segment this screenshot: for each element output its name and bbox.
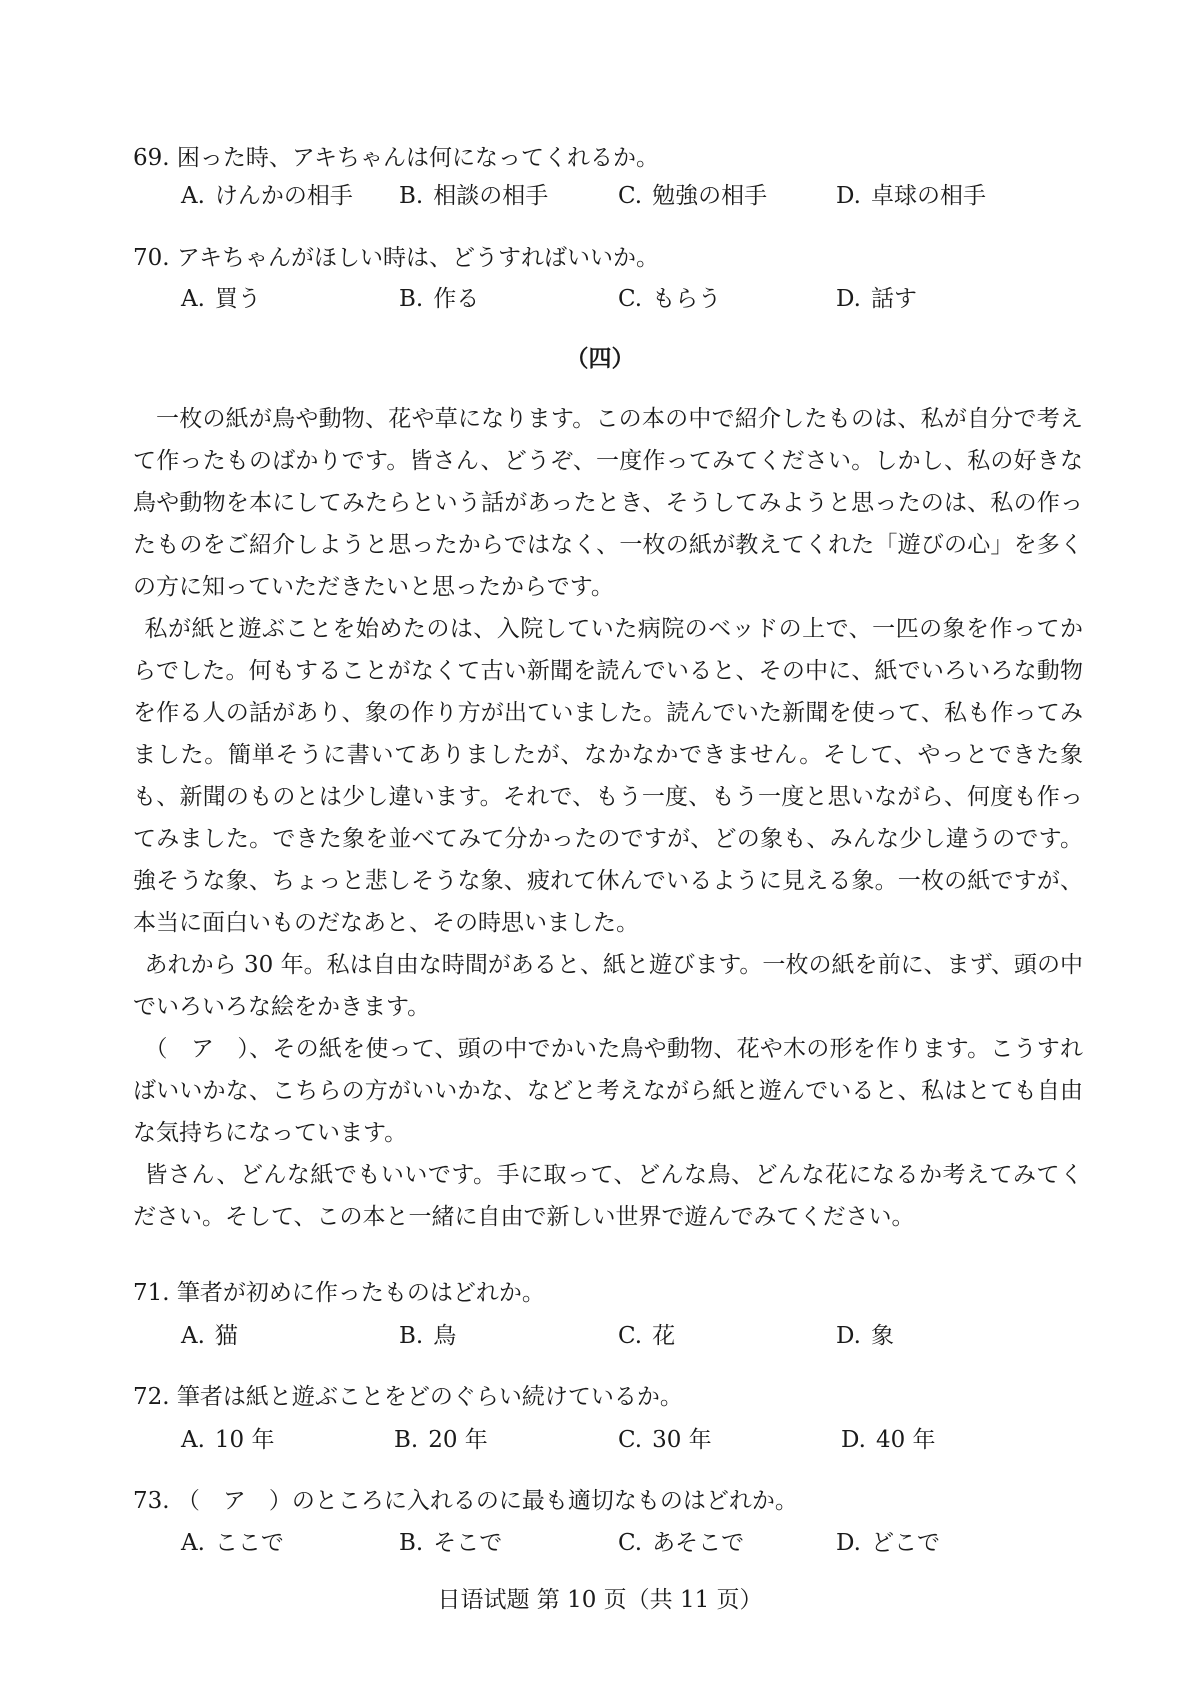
option-key: D. [836, 1323, 861, 1349]
question-69-options [181, 181, 1081, 211]
option-a [181, 1528, 284, 1558]
option-text: 卓球の相手 [870, 183, 986, 209]
option-text: 40 年 [875, 1427, 936, 1453]
option-b [399, 1528, 502, 1558]
question-73-options [181, 1528, 1081, 1558]
page-footer: 日语试题 第 10 页（共 11 页） [437, 1587, 763, 1613]
option-c [618, 181, 767, 211]
option-b [399, 284, 479, 314]
option-key: A. [181, 1427, 205, 1453]
option-text: そこで [433, 1530, 503, 1556]
passage-paragraph: （ ア ）、その紙を使って、頭の中でかいた鳥や動物、花や木の形を作ります。こうすればいいかな、こちらの方がいいかな、などと考えながら紙と遊んでいると、私はとても自由な気持ちになっています。 [133, 1036, 1083, 1146]
option-key: C. [618, 1427, 643, 1453]
option-c [618, 1425, 712, 1455]
passage-paragraph: 私が紙と遊ぶことを始めたのは、入院していた病院のベッドの上で、一匹の象を作ってからでした。何もすることがなくて古い新聞を読んでいると、その中に、紙でいろいろな動物を作る人の話があり、象の作り方が出ていました。読んでいた新聞を使って、私も作ってみました。簡単そうに書いてありましたが、なかなかできません。そして、やっとできた象も、新聞のものとは少し違います。それで、もう一度、もう一度と思いながら、何度も作ってみました。できた象を並べてみて分かったのですが、どの象も、みんな少し違うのです。強そうな象、ちょっと悲しそうな象、疲れて休んでいるように見える象。一枚の紙ですが、本当に面白いものだなあと、その時思いました。 [133, 616, 1083, 936]
option-text: 作る [433, 286, 480, 312]
option-b [399, 181, 548, 211]
option-text: 花 [652, 1323, 676, 1349]
option-d [836, 181, 986, 211]
option-b [399, 1321, 456, 1351]
option-text: ここで [214, 1530, 284, 1556]
option-text: どこで [870, 1530, 940, 1556]
option-key: D. [836, 1530, 861, 1556]
question-69: 69. 困った時、アキちゃんは何になってくれるか。 [133, 145, 659, 171]
option-a [181, 1321, 238, 1351]
passage-paragraph: 皆さん、どんな紙でもいいです。手に取って、どんな鳥、どんな花になるか考えてみてください。そして、この本と一緒に自由で新しい世界で遊んでみてください。 [133, 1162, 1083, 1230]
section-title: （四） [565, 345, 635, 372]
option-text: 相談の相手 [433, 183, 549, 209]
option-key: B. [399, 183, 424, 209]
option-key: A. [181, 183, 205, 209]
question-73: 73. （ ア ）のところに入れるのに最も適切なものはどれか。 [133, 1488, 798, 1514]
passage-paragraph: あれから 30 年。私は自由な時間があると、紙と遊びます。一枚の紙を前に、まず、頭の中でいろいろな絵をかきます。 [133, 952, 1083, 1020]
option-c [618, 284, 721, 314]
option-a [181, 181, 353, 211]
option-key: C. [618, 183, 643, 209]
option-text: 20 年 [428, 1427, 488, 1453]
option-key: C. [618, 1530, 643, 1556]
passage-paragraph: 一枚の紙が鳥や動物、花や草になります。この本の中で紹介したものは、私が自分で考えて作ったものばかりです。皆さん、どうぞ、一度作ってみてください。しかし、私の好きな鳥や動物を本にしてみたらという話があったとき、そうしてみようと思ったのは、私の作ったものをご紹介しようと思ったからではなく、一枚の紙が教えてくれた「遊びの心」を多くの方に知っていただきたいと思ったからです。 [133, 406, 1083, 600]
option-key: C. [618, 286, 643, 312]
option-text: 象 [870, 1323, 894, 1349]
option-a [181, 284, 261, 314]
option-d [836, 1321, 894, 1351]
option-d [836, 284, 917, 314]
option-text: けんかの相手 [214, 183, 353, 209]
reading-passage [133, 398, 1083, 1238]
option-text: 買う [214, 286, 261, 312]
option-text: 話す [870, 286, 917, 312]
option-text: 10 年 [214, 1427, 275, 1453]
option-text: あそこで [652, 1530, 745, 1556]
option-key: A. [181, 286, 205, 312]
question-71-options [181, 1321, 1081, 1351]
option-text: 猫 [214, 1323, 238, 1349]
option-key: C. [618, 1323, 643, 1349]
question-72-options [181, 1425, 1081, 1455]
option-key: B. [394, 1427, 419, 1453]
question-70-options [181, 284, 1081, 314]
option-key: D. [841, 1427, 866, 1453]
option-text: 鳥 [433, 1323, 457, 1349]
question-72: 72. 筆者は紙と遊ぶことをどのぐらい続けているか。 [133, 1384, 683, 1410]
option-key: A. [181, 1323, 205, 1349]
option-b [394, 1425, 488, 1455]
option-key: B. [399, 286, 424, 312]
question-70: 70. アキちゃんがほしい時は、どうすればいいか。 [133, 245, 659, 271]
option-key: B. [399, 1323, 424, 1349]
option-text: 勉強の相手 [652, 183, 768, 209]
option-key: D. [836, 183, 861, 209]
option-key: D. [836, 286, 861, 312]
option-c [618, 1321, 675, 1351]
option-d [841, 1425, 936, 1455]
question-71: 71. 筆者が初めに作ったものはどれか。 [133, 1280, 545, 1306]
option-d [836, 1528, 940, 1558]
option-text: もらう [652, 286, 722, 312]
option-text: 30 年 [652, 1427, 712, 1453]
option-c [618, 1528, 744, 1558]
option-a [181, 1425, 275, 1455]
option-key: A. [181, 1530, 205, 1556]
option-key: B. [399, 1530, 424, 1556]
